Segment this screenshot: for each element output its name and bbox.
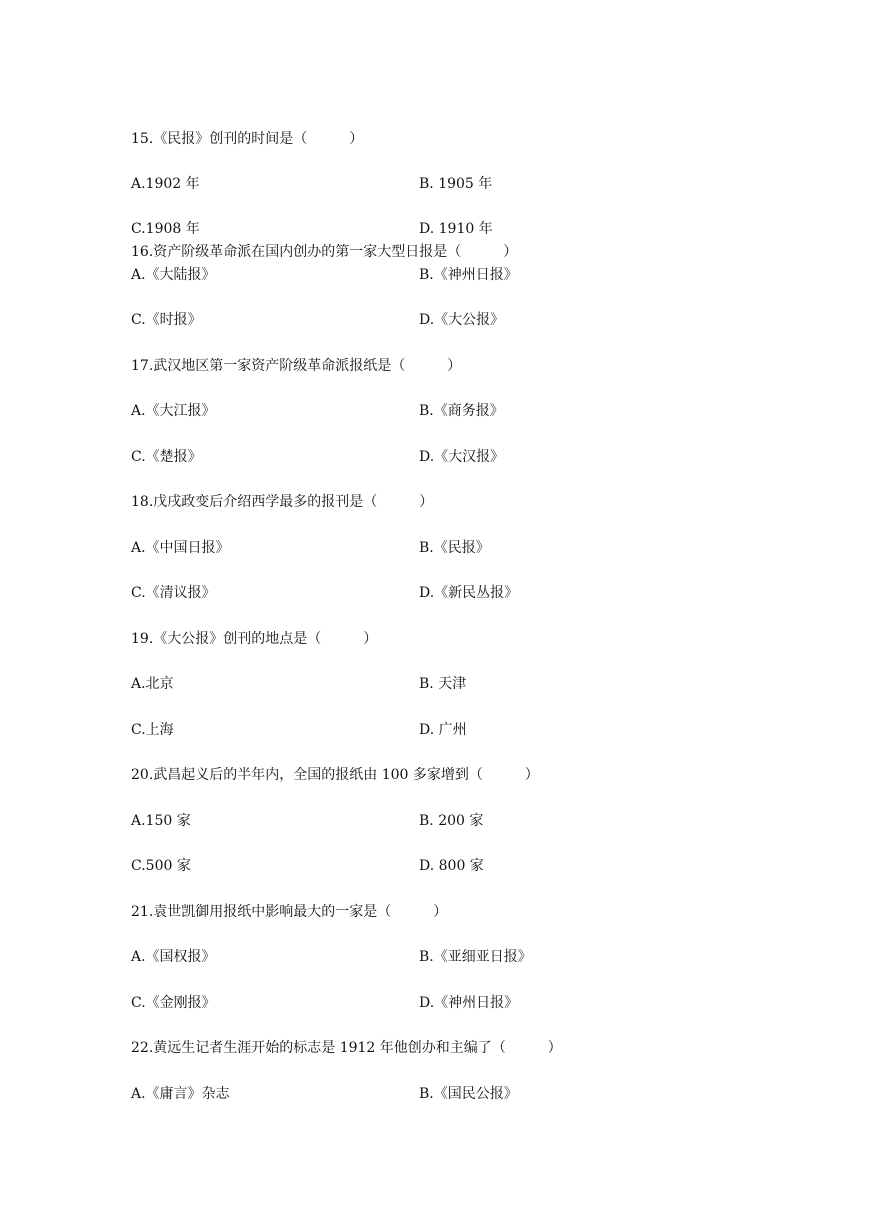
- question-15-option-b: B. 1905 年: [419, 176, 493, 192]
- question-20-option-b: B. 200 家: [419, 813, 484, 829]
- question-17-option-a: A.《大江报》: [131, 403, 216, 419]
- question-16-option-c: C.《时报》: [131, 312, 202, 328]
- question-20-stem: 20.武昌起义后的半年内，全国的报纸由 100 多家增到（ ）: [131, 767, 539, 783]
- question-21-stem: 21.袁世凯御用报纸中影响最大的一家是（ ）: [131, 904, 448, 920]
- question-21-option-d: D.《神州日报》: [419, 995, 519, 1011]
- question-17-option-b: B.《商务报》: [419, 403, 504, 419]
- question-16-option-a: A.《大陆报》: [131, 267, 216, 283]
- question-21-option-b: B.《亚细亚日报》: [419, 949, 532, 965]
- question-20-option-d: D. 800 家: [419, 858, 484, 874]
- question-16-option-d: D.《大公报》: [419, 312, 505, 328]
- question-17-option-c: C.《楚报》: [131, 449, 202, 465]
- question-16-stem: 16.资产阶级革命派在国内创办的第一家大型日报是（ ）: [131, 244, 518, 260]
- question-22-option-b: B.《国民公报》: [419, 1086, 518, 1102]
- question-21-option-a: A.《国权报》: [131, 949, 216, 965]
- question-19-option-b: B. 天津: [419, 676, 467, 692]
- question-19-stem: 19.《大公报》创刊的地点是（ ）: [131, 631, 378, 647]
- question-19-option-d: D. 广州: [419, 722, 467, 738]
- question-22-stem: 22.黄远生记者生涯开始的标志是 1912 年他创办和主编了（ ）: [131, 1040, 562, 1056]
- question-18-option-a: A.《中国日报》: [131, 540, 230, 556]
- question-15-option-a: A.1902 年: [131, 176, 200, 192]
- question-18-stem: 18.戊戌政变后介绍西学最多的报刊是（ ）: [131, 494, 434, 510]
- question-18-option-b: B.《民报》: [419, 540, 490, 556]
- question-15-option-d: D. 1910 年: [419, 221, 493, 237]
- question-15-option-c: C.1908 年: [131, 221, 200, 237]
- question-17-stem: 17.武汉地区第一家资产阶级革命派报纸是（ ）: [131, 358, 462, 374]
- question-20-option-a: A.150 家: [131, 813, 191, 829]
- question-21-option-c: C.《金刚报》: [131, 995, 216, 1011]
- question-18-option-c: C.《清议报》: [131, 585, 216, 601]
- question-18-option-d: D.《新民丛报》: [419, 585, 519, 601]
- question-19-option-a: A.北京: [131, 676, 174, 692]
- question-15-stem: 15.《民报》创刊的时间是（ ）: [131, 131, 364, 147]
- question-20-option-c: C.500 家: [131, 858, 191, 874]
- question-17-option-d: D.《大汉报》: [419, 449, 505, 465]
- question-22-option-a: A.《庸言》杂志: [131, 1086, 230, 1102]
- question-19-option-c: C.上海: [131, 722, 174, 738]
- question-16-option-b: B.《神州日报》: [419, 267, 518, 283]
